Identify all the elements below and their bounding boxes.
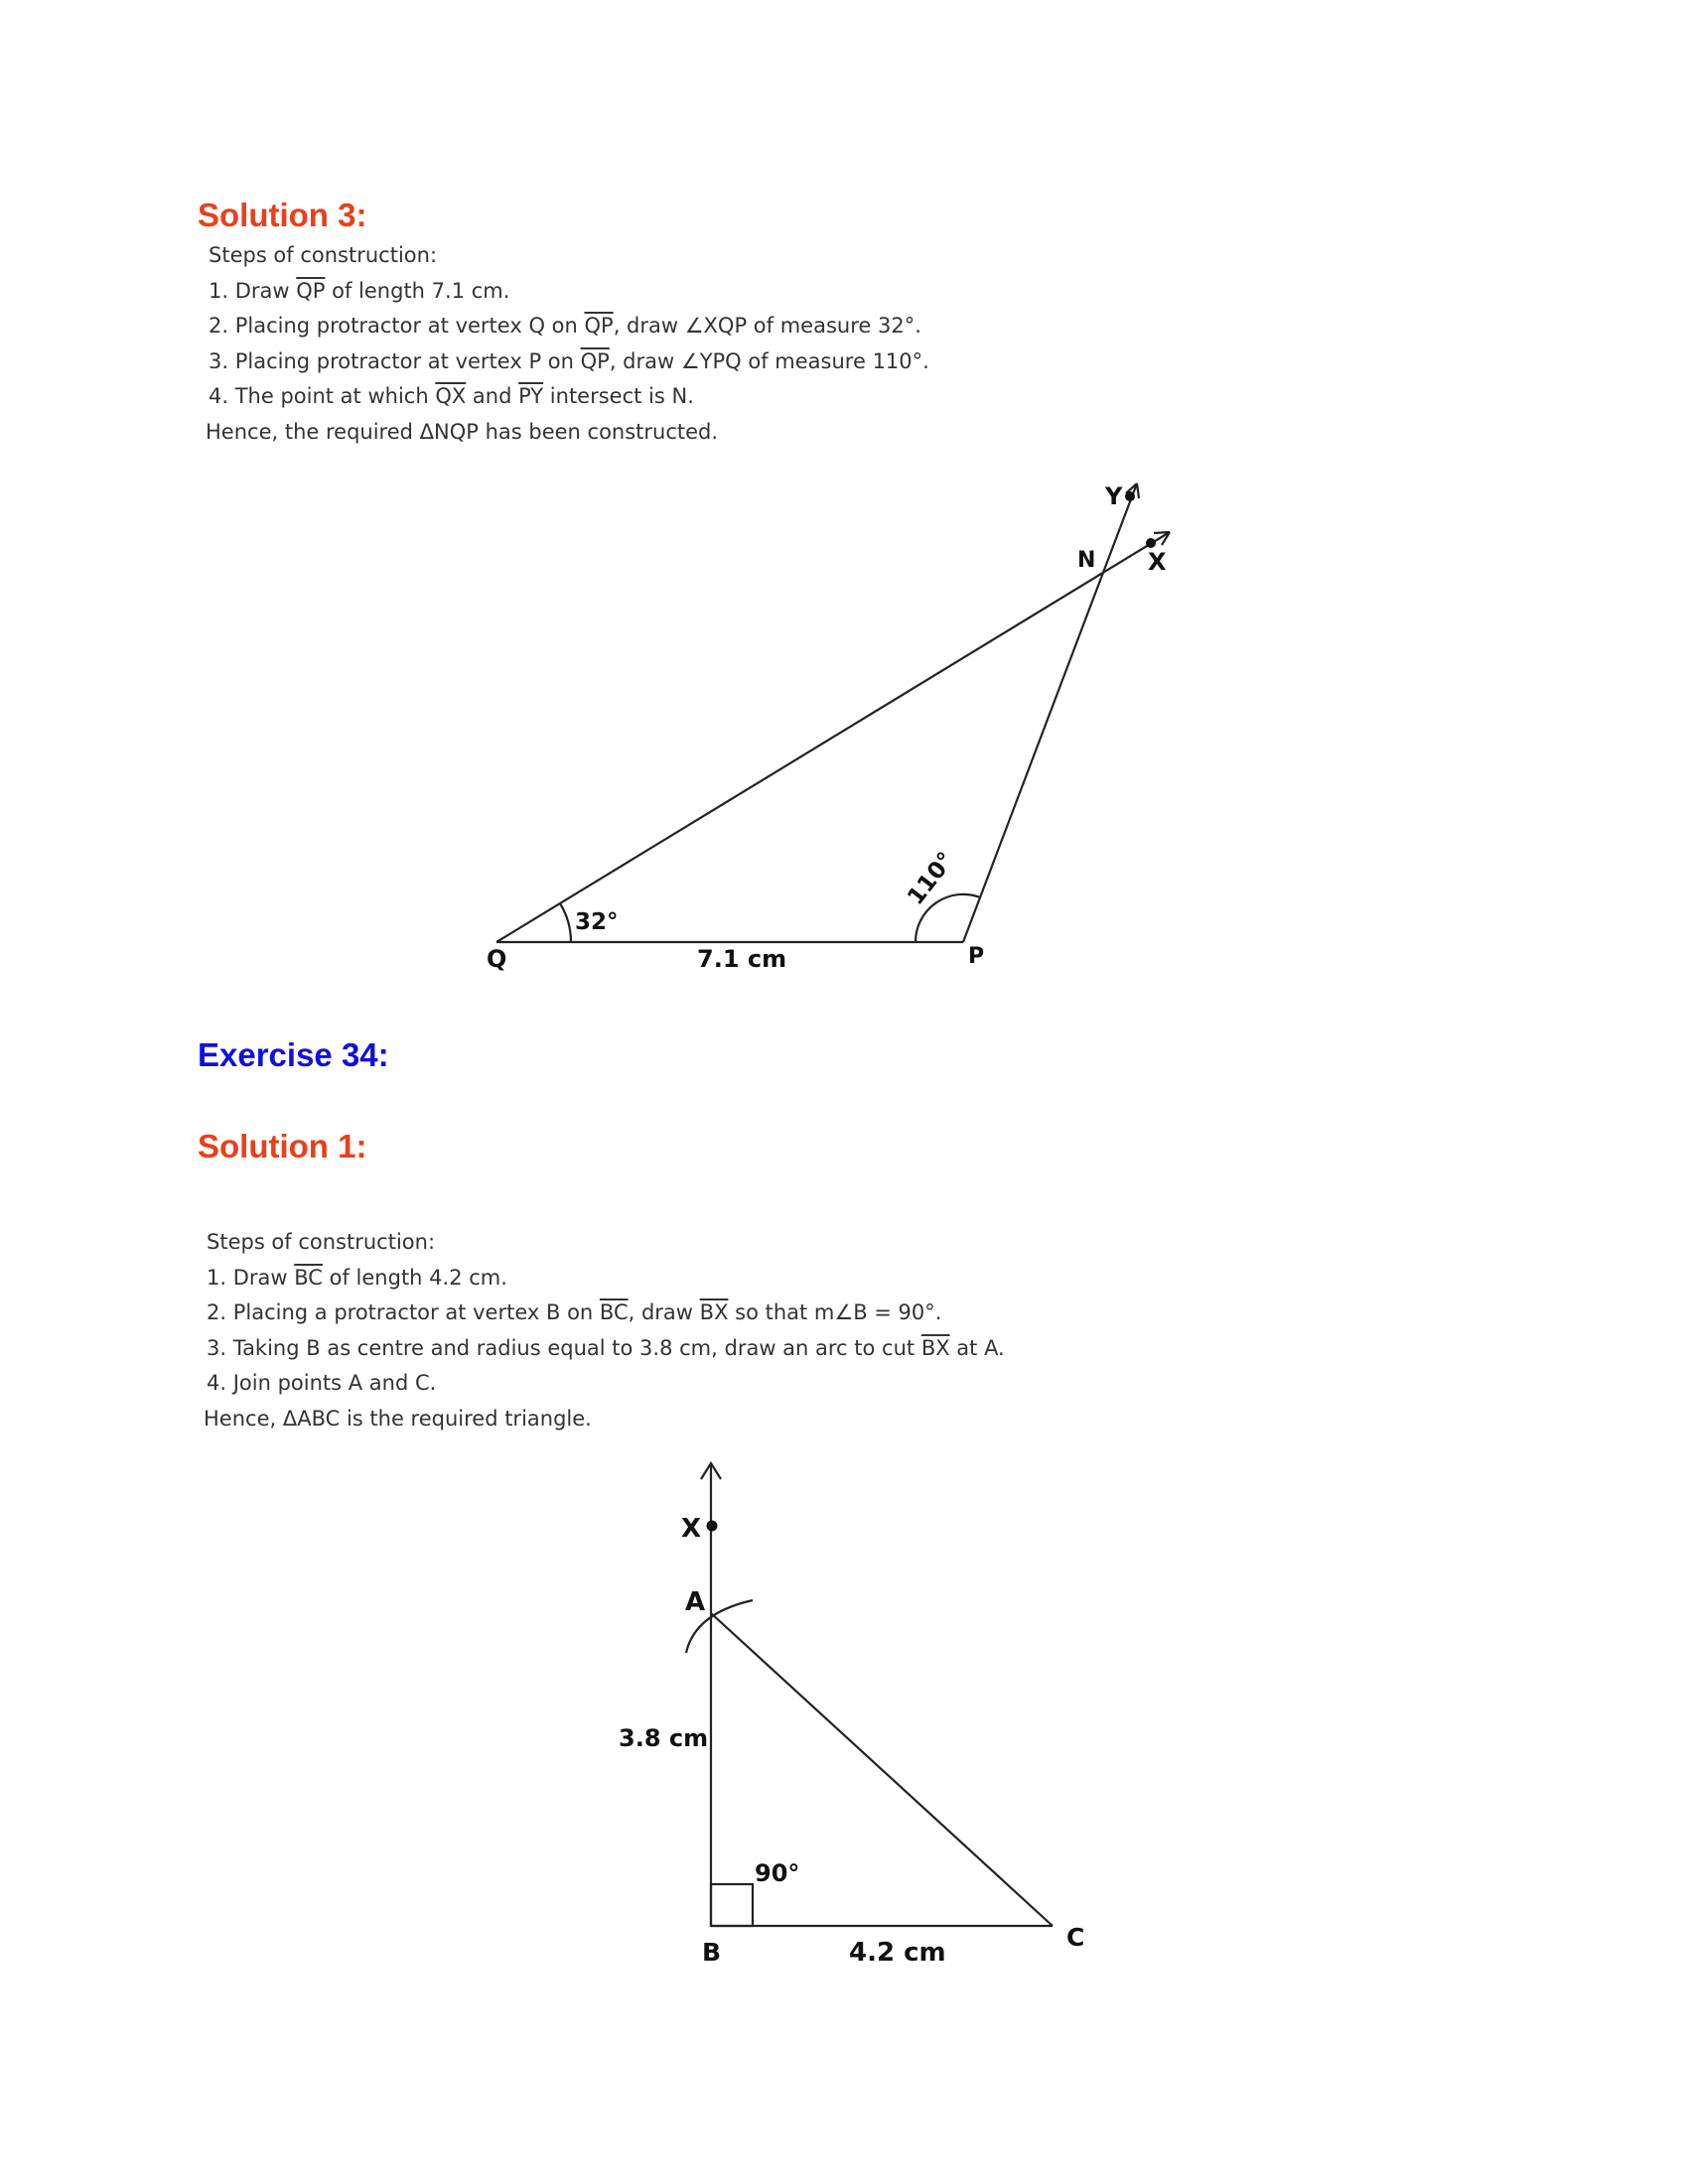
ray-py xyxy=(963,483,1137,942)
label-n: N xyxy=(1077,548,1096,573)
step-1: 1. Draw $\overline{BC}$ of length 4.2 cm. xyxy=(207,1265,507,1290)
angle-b-label: 90° xyxy=(755,1859,800,1887)
ray-qx xyxy=(496,532,1170,942)
steps-heading: Steps of construction: xyxy=(209,243,438,267)
angle-arc-q xyxy=(560,903,571,942)
solution-1-heading: Solution 1: xyxy=(198,1128,367,1164)
point-y xyxy=(1125,491,1135,501)
solution-1-steps xyxy=(204,1225,1005,1436)
label-y: Y xyxy=(1105,482,1123,510)
angle-q-label: 32° xyxy=(575,909,619,935)
solution-3-heading: Solution 3: xyxy=(198,197,367,233)
step-2: 2. Placing a protractor at vertex B on $\overline{BC}$, draw $\overline{BX}$ so that m∠B = 90°. xyxy=(207,1300,942,1324)
exercise-34-heading: Exercise 34: xyxy=(198,1036,389,1073)
step-1: 1. Draw $\overline{QP}$ of length 7.1 cm. xyxy=(209,278,510,303)
step-3: 3. Taking B as centre and radius equal to 3.8 cm, draw an arc to cut $\overline{BX}$ at A. xyxy=(207,1335,1005,1360)
step-4: 4. Join points A and C. xyxy=(207,1371,437,1395)
step-2: 2. Placing protractor at vertex Q on $\overline{QP}$, draw ∠XQP of measure 32°. xyxy=(209,314,921,338)
label-b: B xyxy=(702,1938,722,1967)
side-qp-label: 7.1 cm xyxy=(697,945,787,973)
step-3: 3. Placing protractor at vertex P on $\overline{QP}$, draw ∠YPQ of measure 110°. xyxy=(209,348,929,373)
point-x xyxy=(1146,538,1156,548)
conclusion: Hence, the required ΔNQP has been constructed. xyxy=(206,419,719,444)
conclusion: Hence, ΔABC is the required triangle. xyxy=(204,1406,592,1431)
label-c: C xyxy=(1066,1923,1085,1952)
side-ab-label: 3.8 cm xyxy=(619,1724,709,1752)
label-a: A xyxy=(685,1587,706,1617)
side-bc-label: 4.2 cm xyxy=(849,1938,946,1968)
label-x: X xyxy=(1148,548,1167,576)
label-p: P xyxy=(968,944,985,969)
arrowhead-x xyxy=(1154,532,1170,545)
step-4: 4. The point at which $\overline{QX}$ and $\overline{PY}$ intersect is N. xyxy=(209,384,694,408)
label-q: Q xyxy=(487,945,507,973)
steps-heading: Steps of construction: xyxy=(207,1230,436,1254)
label-x: X xyxy=(681,1514,702,1544)
angle-p-label: 110° xyxy=(903,847,960,910)
